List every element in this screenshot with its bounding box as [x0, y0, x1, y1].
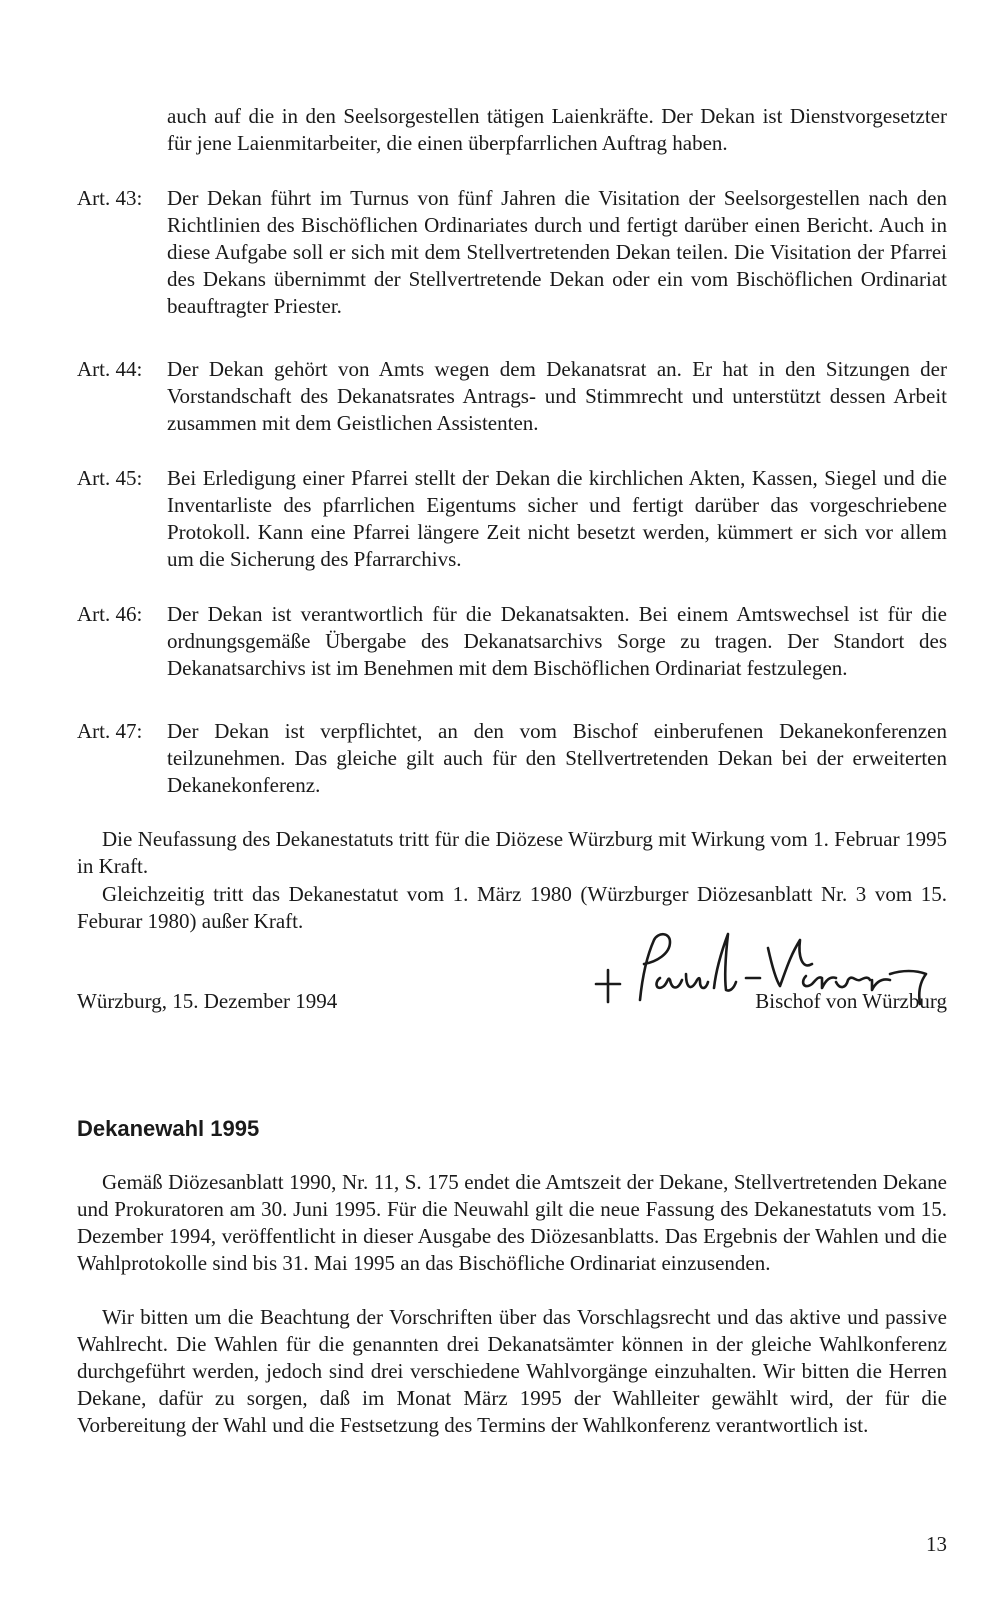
article-text: Der Dekan ist verpflichtet, an den vom Bischof einberufenen Dekanekonferenzen teilzunehmen. Das gleiche gilt auch für den Stellvertretenden Dekan bei der erweiterten Dekanekonferenz.: [167, 719, 947, 797]
article-label: Art. 46:: [77, 602, 143, 626]
article-44: [77, 356, 947, 437]
article-text: Der Dekan ist verantwortlich für die Dekanatsakten. Bei einem Amtswechsel ist für die ordnungsgemäße Übergabe des Dekanatsarchivs Sorge zu tragen. Der Standort des Dekanatsarchivs ist im Benehmen mit dem Bischöflichen Ordinariat festzulegen.: [167, 602, 947, 680]
article-label: Art. 44:: [77, 357, 143, 381]
page-number: 13: [926, 1532, 947, 1556]
article-46: [77, 601, 947, 682]
section-paragraph-1: Gemäß Diözesanblatt 1990, Nr. 11, S. 175 endet die Amtszeit der Dekane, Stellvertretenden Dekane und Prokuratoren am 30. Juni 1995. Für die Neuwahl gilt die neue Fassung des Dekanestatuts vom 15. Dezember 1994, veröffentlicht in dieser Ausgabe des Diözesanblatts. Das Ergebnis der Wahlen und die Wahlprotokolle sind bis 31. Mai 1995 an das Bischöfliche Ordinariat einzusenden.: [77, 1170, 947, 1275]
closing-paragraph-1: Die Neufassung des Dekanestatuts tritt für die Diözese Würzburg mit Wirkung vom 1. Februar 1995 in Kraft.: [77, 827, 947, 878]
article-label: Art. 43:: [77, 186, 143, 210]
closing-paragraph-2: Gleichzeitig tritt das Dekanestatut vom 1. März 1980 (Würzburger Diözesanblatt Nr. 3 vom 15. Feburar 1980) außer Kraft.: [77, 882, 947, 933]
section-heading: Dekanewahl 1995: [77, 1116, 260, 1141]
article-text: Der Dekan gehört von Amts wegen dem Dekanatsrat an. Er hat in den Sitzungen der Vorstandschaft des Dekanatsrates Antrags- und Stimmrecht und unterstützt dessen Arbeit zusammen mit dem Geistlichen Assistenten.: [167, 357, 947, 435]
article-43: [77, 185, 947, 320]
intro-paragraph: auch auf die in den Seelsorgestellen tätigen Laienkräfte. Der Dekan ist Dienstvorgesetzter für jene Laienmitarbeiter, die einen überpfarrlichen Auftrag haben.: [167, 104, 947, 155]
article-text: Der Dekan führt im Turnus von fünf Jahren die Visitation der Seelsorgestellen nach den Richtlinien des Bischöflichen Ordinariates durch und fertigt darüber einen Bericht. Auch in diese Aufgabe soll er sich mit dem Stellvertretenden Dekan teilen. Die Visitation der Pfarrei des Dekans übernimmt der Stellvertretende Dekan oder ein vom Bischöflichen Ordinariat beauftragter Priester.: [167, 186, 947, 318]
section-paragraph-2: Wir bitten um die Beachtung der Vorschriften über das Vorschlagsrecht und das aktive und passive Wahlrecht. Die Wahlen für die genannten drei Dekanatsämter können in der gleiche Wahlkonferenz durchgeführt werden, jedoch sind drei verschiedene Wahlvorgänge einzuhalten. Wir bitten die Herren Dekane, dafür zu sorgen, daß im Monat März 1995 der Wahlleiter gewählt wird, der für die Vorbereitung der Wahl und die Festsetzung des Termins der Wahlkonferenz verantwortlich ist.: [77, 1305, 947, 1437]
article-label: Art. 47:: [77, 719, 143, 743]
article-text: Bei Erledigung einer Pfarrei stellt der Dekan die kirchlichen Akten, Kassen, Siegel und die Inventarliste des pfarrlichen Eigentums sicher und fertigt darüber das vorgeschriebene Protokoll. Kann eine Pfarrei längere Zeit nicht besetzt werden, kümmert er sich vor allem um die Sicherung des Pfarrarchivs.: [167, 466, 947, 571]
article-47: [77, 718, 947, 799]
place-date: Würzburg, 15. Dezember 1994: [77, 989, 338, 1013]
signatory-title: Bischof von Würzburg: [755, 989, 947, 1013]
article-label: Art. 45:: [77, 466, 143, 490]
article-45: [77, 465, 947, 573]
